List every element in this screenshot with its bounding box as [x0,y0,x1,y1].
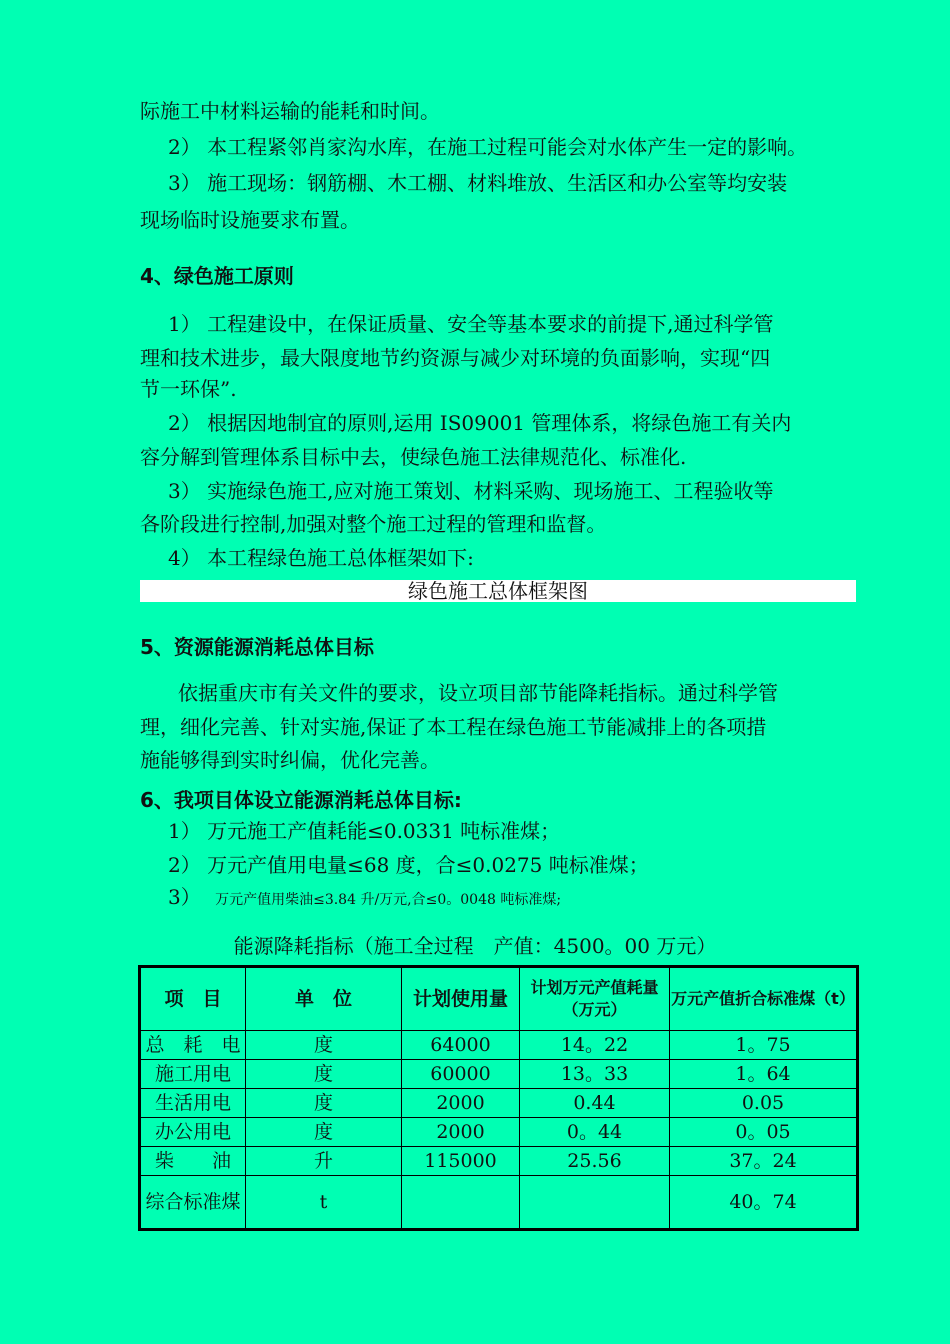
cell-usage: 115000 [402,1147,520,1176]
section-heading-5: 5、资源能源消耗总体目标 [140,635,374,659]
cell-unit: t [246,1176,402,1230]
cell-consumption: 14。22 [520,1031,670,1060]
text-line: 1） 工程建设中，在保证质量、安全等基本要求的前提下,通过科学管 [168,312,774,336]
cell-item: 生活用电 [140,1089,246,1118]
table-row [140,1089,858,1118]
target-item-2: 2） 万元产值用电量≤68 度，合≤0.0275 吨标准煤； [168,853,649,877]
header-unit: 单 位 [246,967,402,1031]
cell-unit: 度 [246,1089,402,1118]
section-heading-4: 4、绿色施工原则 [140,264,294,288]
cell-coal: 0.05 [670,1089,858,1118]
cell-coal: 40。74 [670,1176,858,1230]
header-item: 项 目 [140,967,246,1031]
cell-usage: 2000 [402,1118,520,1147]
energy-index-table [138,965,859,1231]
cell-coal: 0。05 [670,1118,858,1147]
text-line: 容分解到管理体系目标中去，使绿色施工法律规范化、标准化. [140,445,687,469]
target-item-3-number: 3） [168,885,201,909]
cell-item: 综合标准煤 [140,1176,246,1230]
cell-coal: 1。75 [670,1031,858,1060]
text-line: 2） 本工程紧邻肖家沟水库，在施工过程可能会对水体产生一定的影响。 [168,135,808,159]
cell-consumption: 0。44 [520,1118,670,1147]
table-row [140,1031,858,1060]
text-line: 依据重庆市有关文件的要求，设立项目部节能降耗指标。通过科学管 [178,681,778,705]
table-row [140,1147,858,1176]
cell-usage: 2000 [402,1089,520,1118]
text-line: 3） 施工现场：钢筋棚、木工棚、材料堆放、生活区和办公室等均安装 [168,171,788,195]
header-planned-usage: 计划使用量 [402,967,520,1031]
cell-item: 柴 油 [140,1147,246,1176]
cell-item: 总 耗 电 [140,1031,246,1060]
target-item-3-text: 万元产值用柴油≤3.84 升/万元,合≤0。0048 吨标准煤; [215,892,562,908]
cell-coal: 1。64 [670,1060,858,1089]
header-standard-coal: 万元产值折合标准煤（t） [670,967,858,1031]
text-line: 现场临时设施要求布置。 [140,208,360,232]
table-row [140,1060,858,1089]
cell-usage: 60000 [402,1060,520,1089]
text-line: 3） 实施绿色施工,应对施工策划、材料采购、现场施工、工程验收等 [168,479,774,503]
cell-unit: 升 [246,1147,402,1176]
text-line: 2） 根据因地制宜的原则,运用 IS09001 管理体系，将绿色施工有关内 [168,411,792,435]
text-line: 际施工中材料运输的能耗和时间。 [140,99,440,123]
cell-usage [402,1176,520,1230]
cell-unit: 度 [246,1060,402,1089]
target-item-3 [168,880,561,917]
cell-unit: 度 [246,1118,402,1147]
text-line: 理，细化完善、针对实施,保证了本工程在绿色施工节能减排上的各项措 [140,715,767,739]
text-line: 施能够得到实时纠偏，优化完善。 [140,748,440,772]
cell-consumption: 25.56 [520,1147,670,1176]
cell-item: 施工用电 [140,1060,246,1089]
cell-item: 办公用电 [140,1118,246,1147]
text-line: 节一环保”. [140,377,237,401]
text-line: 4） 本工程绿色施工总体框架如下: [168,546,474,570]
cell-unit: 度 [246,1031,402,1060]
cell-consumption: 0.44 [520,1089,670,1118]
target-item-1: 1） 万元施工产值耗能≤0.0331 吨标准煤； [168,819,561,843]
section-heading-6: 6、我项目体设立能源消耗总体目标: [140,788,462,812]
cell-consumption [520,1176,670,1230]
cell-coal: 37。24 [670,1147,858,1176]
table-caption: 能源降耗指标（施工全过程 产值：4500。00 万元） [233,934,717,958]
table-row [140,1176,858,1230]
header-per-10k-consumption: 计划万元产值耗量（万元） [520,967,670,1031]
text-line: 各阶段进行控制,加强对整个施工过程的管理和监督。 [140,512,607,536]
table-row [140,1118,858,1147]
cell-usage: 64000 [402,1031,520,1060]
text-line: 理和技术进步，最大限度地节约资源与减少对环境的负面影响，实现“四 [140,346,771,370]
table-header-row [140,967,858,1031]
framework-diagram-banner: 绿色施工总体框架图 [140,580,856,602]
cell-consumption: 13。33 [520,1060,670,1089]
